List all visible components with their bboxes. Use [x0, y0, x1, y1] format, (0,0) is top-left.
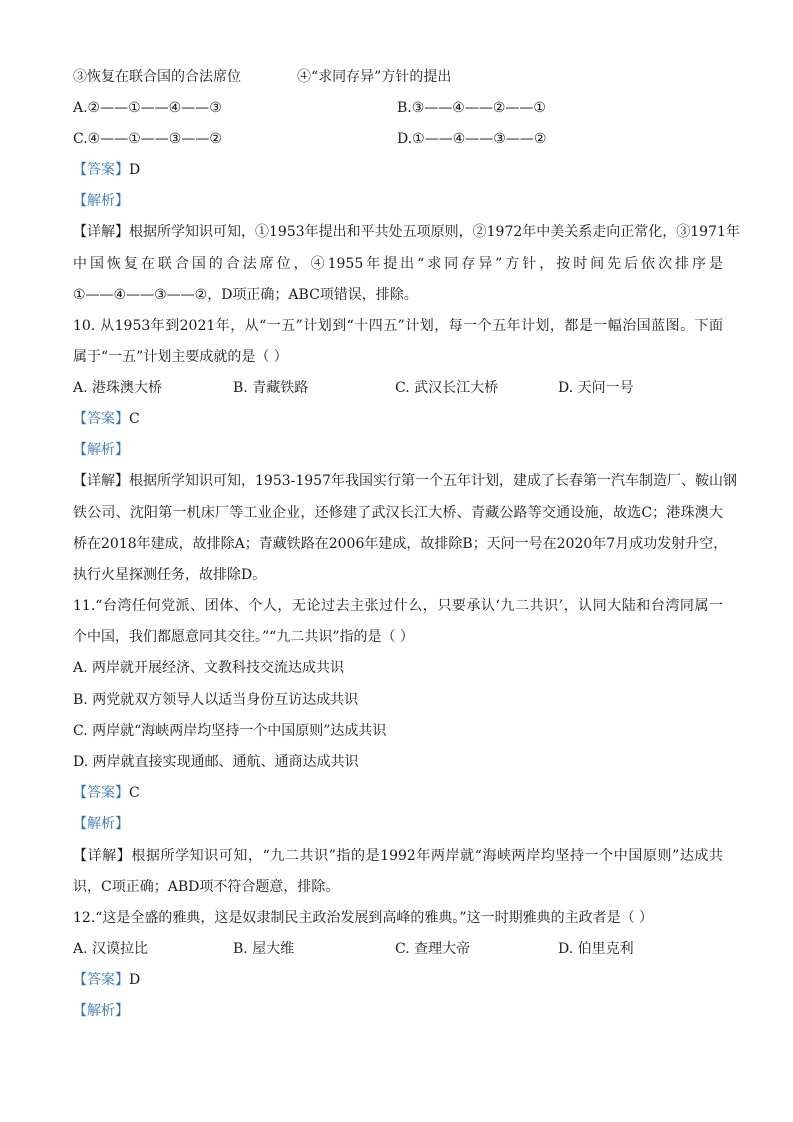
q9-option-d: D.①——④——③——②	[397, 131, 547, 147]
detail-text: 根据所学知识可知，“九二共识”指的是1992年两岸就“海峡两岸均坚持一个中国原则”达成共	[131, 848, 723, 864]
q9-item-4: ④“求同存异”方针的提出	[297, 69, 452, 85]
q11-option-d: D. 两岸就直接实现通邮、通航、通商达成共识	[73, 754, 359, 770]
q9-option-a: A.②——①——④——③	[73, 100, 222, 116]
answer-tag: 【答案】	[73, 411, 129, 427]
q10-detail-line: 执行火星探测任务，故排除D。	[73, 567, 267, 583]
q11-analysis	[73, 813, 723, 835]
answer-value: D	[129, 972, 141, 988]
q9-detail-line	[73, 221, 740, 243]
detail-tag: 【详解】	[73, 473, 129, 489]
answer-value: D	[129, 162, 141, 178]
detail-text: 根据所学知识可知，1953-1957年我国实行第一个五年计划，建成了长春第一汽车制造厂、鞍山钢	[129, 473, 737, 489]
q10-option-c: C. 武汉长江大桥	[395, 380, 499, 396]
q9-answer	[73, 159, 723, 181]
q10-stem-line: 10. 从1953年到2021年，从“一五”计划到“十四五”计划，每一个五年计划，都是一幅治国蓝图。下面	[73, 318, 723, 334]
q9-option-c: C.④——①——③——②	[73, 131, 222, 147]
q11-answer	[73, 782, 723, 804]
q12-stem: 12.“这是全盛的雅典，这是奴隶制民主政治发展到高峰的雅典。”这一时期雅典的主政者是（ ）	[73, 910, 654, 926]
q10-detail-line: 铁公司、沈阳第一机床厂等工业企业，还修建了武汉长江大桥、青藏公路等交通设施，故选C；港珠澳大	[73, 505, 723, 521]
answer-value: C	[129, 785, 140, 801]
q10-detail-line: 桥在2018年建成，故排除A；青藏铁路在2006年建成，故排除B；天问一号在2020年7月成功发射升空，	[73, 536, 728, 552]
analysis-tag: 【解析】	[73, 816, 129, 832]
q12-option-d: D. 伯里克利	[558, 941, 634, 957]
analysis-tag: 【解析】	[73, 442, 129, 458]
q9-detail-line: 中国恢复在联合国的合法席位，④1955年提出“求同存异”方针，按时间先后依次排序是	[73, 256, 723, 272]
q12-answer	[73, 969, 723, 991]
answer-tag: 【答案】	[73, 785, 129, 801]
q12-options-row	[73, 938, 723, 960]
q12-analysis	[73, 1000, 723, 1022]
q11-detail-line	[73, 845, 723, 867]
q10-answer	[73, 408, 723, 430]
q10-option-b: B. 青藏铁路	[233, 380, 309, 396]
answer-tag: 【答案】	[73, 972, 129, 988]
q9-options-row-1	[73, 97, 723, 119]
q12-option-a: A. 汉谟拉比	[73, 941, 149, 957]
q11-option-b: B. 两党就双方领导人以适当身份互访达成共识	[73, 692, 359, 708]
q9-analysis	[73, 190, 723, 212]
q12-option-c: C. 查理大帝	[395, 941, 471, 957]
q11-option-c: C. 两岸就“海峡两岸均坚持一个中国原则”达成共识	[73, 723, 387, 739]
q10-option-a: A. 港珠澳大桥	[73, 380, 163, 396]
q11-detail-line: 识，C项正确；ABD项不符合题意，排除。	[73, 879, 340, 895]
q9-option-b: B.③——④——②——①	[397, 100, 546, 116]
q10-option-d: D. 天问一号	[558, 380, 634, 396]
q11-stem-line: 11.“台湾任何党派、团体、个人，无论过去主张过什么，只要承认‘九二共识’，认同大陆和台湾同属一	[73, 598, 723, 614]
q10-options-row	[73, 377, 723, 399]
detail-tag: 【详解】	[73, 224, 129, 240]
q11-option-a: A. 两岸就开展经济、文教科技交流达成共识	[73, 660, 345, 676]
analysis-tag: 【解析】	[73, 1003, 129, 1019]
detail-text: 根据所学知识可知，①1953年提出和平共处五项原则，②1972年中美关系走向正常化，③1971年	[129, 224, 740, 240]
q11-stem-line: 个中国，我们都愿意同其交往。”“九二共识”指的是（ ）	[73, 629, 414, 645]
q9-item-3: ③恢复在联合国的合法席位	[73, 69, 241, 85]
q10-stem-line: 属于“一五”计划主要成就的是（ ）	[73, 349, 288, 365]
answer-tag: 【答案】	[73, 162, 129, 178]
q9-detail-line: ①——④——③——②，D项正确；ABC项错误，排除。	[73, 287, 418, 303]
analysis-tag: 【解析】	[73, 193, 129, 209]
q9-items-row	[73, 66, 723, 88]
answer-value: C	[129, 411, 140, 427]
q12-option-b: B. 屋大维	[233, 941, 295, 957]
detail-tag: 【详解】	[73, 848, 132, 864]
q10-detail-line	[73, 470, 737, 492]
q10-analysis	[73, 439, 723, 461]
q9-options-row-2	[73, 128, 723, 150]
